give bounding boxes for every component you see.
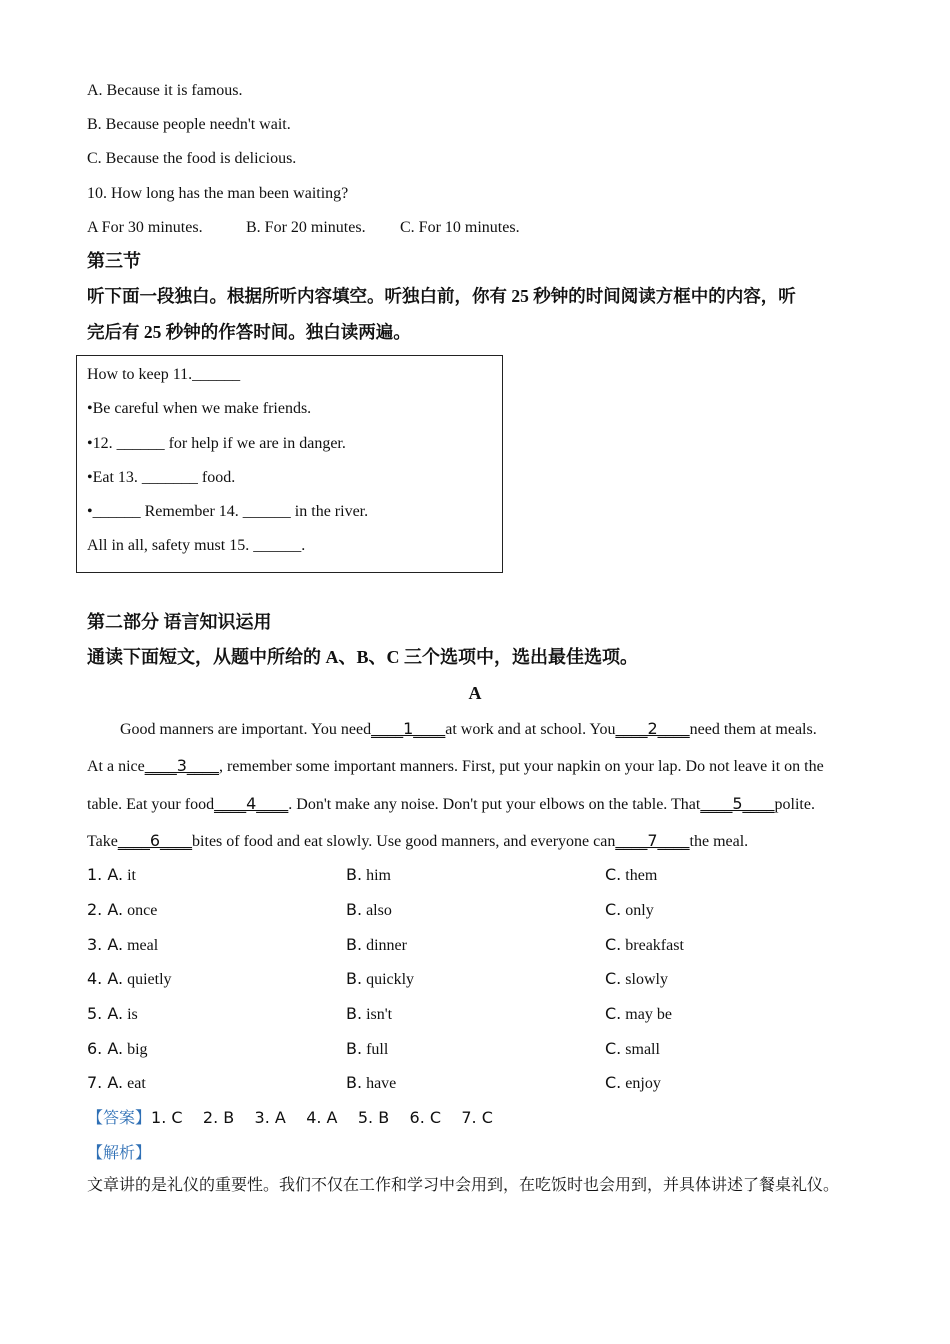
- blank-7: ____7____: [615, 831, 690, 850]
- q10-option-b: B. For 20 minutes.: [246, 219, 366, 236]
- passage-text: at work and at school. You: [445, 721, 616, 738]
- question-option-a: 4. A. quietly: [87, 969, 172, 988]
- part2-instruction: 通读下面短文，从题中所给的 A、B、C 三个选项中，选出最佳选项。: [87, 647, 639, 667]
- box-line: •______ Remember 14. ______ in the river.: [87, 503, 369, 520]
- passage-line-2: [87, 756, 824, 777]
- question-option-c: C. breakfast: [605, 935, 684, 954]
- passage-line-4: [87, 831, 748, 852]
- box-line: •12. ______ for help if we are in danger.: [87, 435, 346, 452]
- question-option-c: C. only: [605, 900, 654, 919]
- passage-line-1: [120, 719, 817, 740]
- question-option-b: B. dinner: [346, 935, 407, 954]
- analysis-text: 文章讲的是礼仪的重要性。我们不仅在工作和学习中会用到，在吃饭时也会用到，并具体讲述了餐桌礼仪。: [87, 1177, 840, 1194]
- question-option-b: B. isn't: [346, 1004, 393, 1023]
- passage-text: polite.: [774, 796, 815, 813]
- question-option-c: C. slowly: [605, 969, 668, 988]
- passage-text: Take: [87, 833, 118, 850]
- question-option-b: B. full: [346, 1039, 389, 1058]
- answer-label: 【答案】: [87, 1108, 152, 1127]
- question-option-c: C. small: [605, 1039, 660, 1058]
- blank-6: ____6____: [117, 831, 193, 850]
- question-option-a: 5. A. is: [87, 1004, 138, 1023]
- question-option-a: 3. A. meal: [87, 935, 159, 954]
- passage-text: , remember some important manners. First, put your napkin on your lap. Do not leave it on the: [218, 758, 824, 775]
- passage-title: A: [468, 683, 482, 703]
- question-option-c: C. enjoy: [605, 1073, 661, 1092]
- section3-heading: 第三节: [87, 251, 141, 271]
- passage-text: need them at meals.: [689, 721, 817, 738]
- q9-option-a: A. Because it is famous.: [87, 82, 243, 99]
- q9-option-c: C. Because the food is delicious.: [87, 150, 297, 167]
- section3-instruction-line1: 听下面一段独白。根据所听内容填空。听独白前，你有 25 秒钟的时间阅读方框中的内容，听: [87, 286, 796, 306]
- passage-text: table. Eat your food: [87, 796, 215, 813]
- answer-line: [87, 1108, 493, 1129]
- question-option-a: 1. A. it: [87, 865, 136, 884]
- q10-option-a: A For 30 minutes.: [87, 219, 203, 236]
- q10-question: 10. How long has the man been waiting?: [87, 185, 349, 202]
- question-option-a: 7. A. eat: [87, 1073, 146, 1092]
- analysis-label: 【解析】: [87, 1143, 152, 1162]
- box-line: How to keep 11.______: [87, 366, 241, 383]
- blank-5: ____5____: [700, 794, 775, 813]
- question-option-a: 2. A. once: [87, 900, 158, 919]
- answer-text: 1. C 2. B 3. A 4. A 5. B 6. C 7. C: [151, 1108, 493, 1127]
- passage-text: the meal.: [689, 833, 749, 850]
- passage-text: Good manners are important. You need: [120, 721, 372, 738]
- question-option-c: C. them: [605, 865, 658, 884]
- blank-4: ____4____: [214, 794, 289, 813]
- passage-text: At a nice: [87, 758, 145, 775]
- question-option-a: 6. A. big: [87, 1039, 148, 1058]
- part2-heading: 第二部分 语言知识运用: [87, 612, 272, 632]
- box-line: •Be careful when we make friends.: [87, 400, 312, 417]
- passage-line-3: [87, 794, 815, 815]
- blank-3: ____3____: [144, 756, 219, 775]
- q10-option-c: C. For 10 minutes.: [400, 219, 520, 236]
- blank-2: ____2____: [615, 719, 690, 738]
- box-line: All in all, safety must 15. ______.: [87, 537, 306, 554]
- blank-1: ____1____: [371, 719, 446, 738]
- section3-instruction-line2: 完后有 25 秒钟的作答时间。独白读两遍。: [87, 322, 411, 342]
- passage-text: . Don't make any noise. Don't put your elbows on the table. That: [288, 796, 701, 813]
- question-option-b: B. quickly: [346, 969, 415, 988]
- question-option-b: B. have: [346, 1073, 397, 1092]
- q9-option-b: B. Because people needn't wait.: [87, 116, 291, 133]
- passage-text: bites of food and eat slowly. Use good manners, and everyone can: [192, 833, 616, 850]
- box-line: •Eat 13. _______ food.: [87, 469, 236, 486]
- question-option-c: C. may be: [605, 1004, 672, 1023]
- question-option-b: B. also: [346, 900, 392, 919]
- fill-in-box: [76, 355, 503, 573]
- question-option-b: B. him: [346, 865, 391, 884]
